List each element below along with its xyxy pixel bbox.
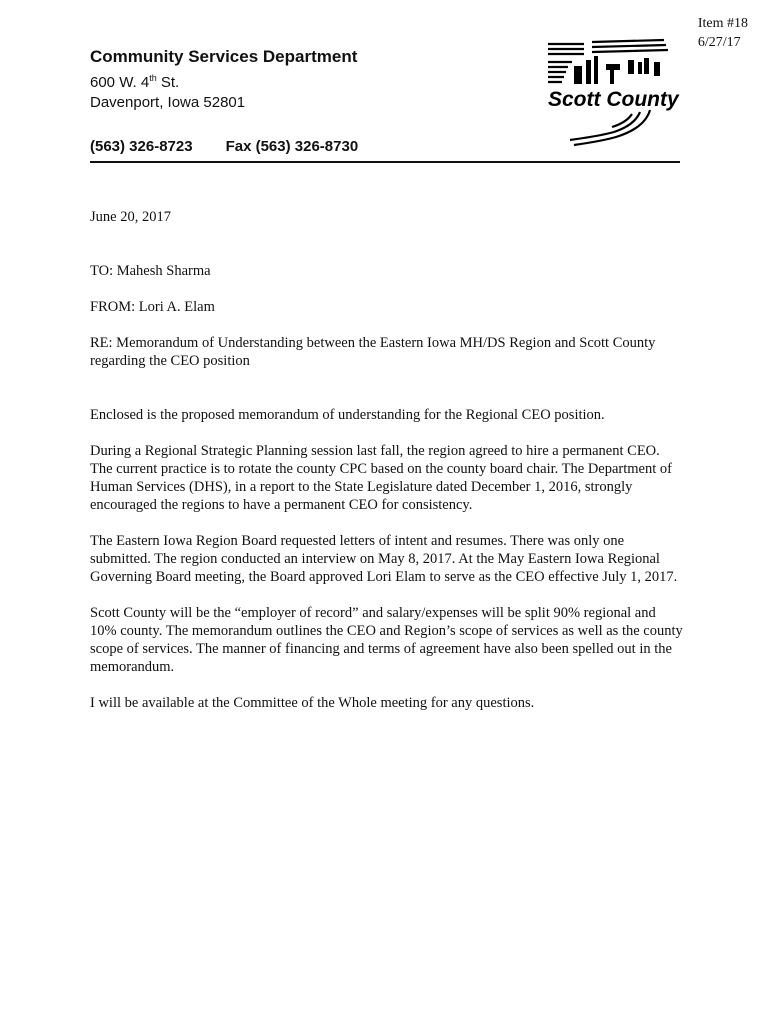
- memo-to: TO: Mahesh Sharma: [90, 263, 211, 279]
- street-address: 600 W. 4th St.: [90, 73, 180, 91]
- logo-text: Scott County: [548, 88, 679, 111]
- memo-paragraph: During a Regional Strategic Planning session last fall, the region agreed to hire a permanent CEO. The current practice is to rotate the county CPC based on the county board chair. The Department of Human Services (DHS), in a report to the State Legislature dated December 1, 2016, strongly encouraged the regions to have a permanent CEO for consistency.: [90, 443, 672, 513]
- fax-number: Fax (563) 326-8730: [225, 138, 359, 155]
- item-date: 6/27/17: [697, 35, 741, 50]
- item-number: Item #18: [697, 16, 748, 31]
- scott-county-skyline-river-logo-icon: [544, 36, 686, 148]
- memo-paragraph: I will be available at the Committee of the Whole meeting for any questions.: [90, 695, 535, 711]
- memo-date: June 20, 2017: [90, 209, 171, 225]
- header-rule: [90, 161, 680, 163]
- memo-paragraph: Enclosed is the proposed memorandum of understanding for the Regional CEO position.: [90, 407, 605, 423]
- department-name: Community Services Department: [90, 47, 358, 66]
- memo-from: FROM: Lori A. Elam: [90, 299, 215, 315]
- memo-paragraph: Scott County will be the “employer of record” and salary/expenses will be split 90% regional and 10% county. The memorandum outlines the CEO and Region’s scope of services as well as the county scope of services. The manner of financing and terms of agreement have also been spelled out in the memorandum.: [90, 605, 683, 675]
- phone-number: (563) 326-8723: [90, 138, 193, 155]
- memo-paragraph: The Eastern Iowa Region Board requested letters of intent and resumes. There was only one submitted. The region conducted an interview on May 8, 2017. At the May Eastern Iowa Regional Governing Board meeting, the Board approved Lori Elam to serve as the CEO effective July 1, 2017.: [90, 533, 678, 585]
- scott-county-logo: [544, 36, 686, 148]
- memo-body: [90, 208, 685, 730]
- memo-subject: RE: Memorandum of Understanding between the Eastern Iowa MH/DS Region and Scott County regarding the CEO position: [90, 335, 656, 369]
- item-tag: [698, 14, 748, 52]
- city-state-zip: Davenport, Iowa 52801: [90, 94, 246, 111]
